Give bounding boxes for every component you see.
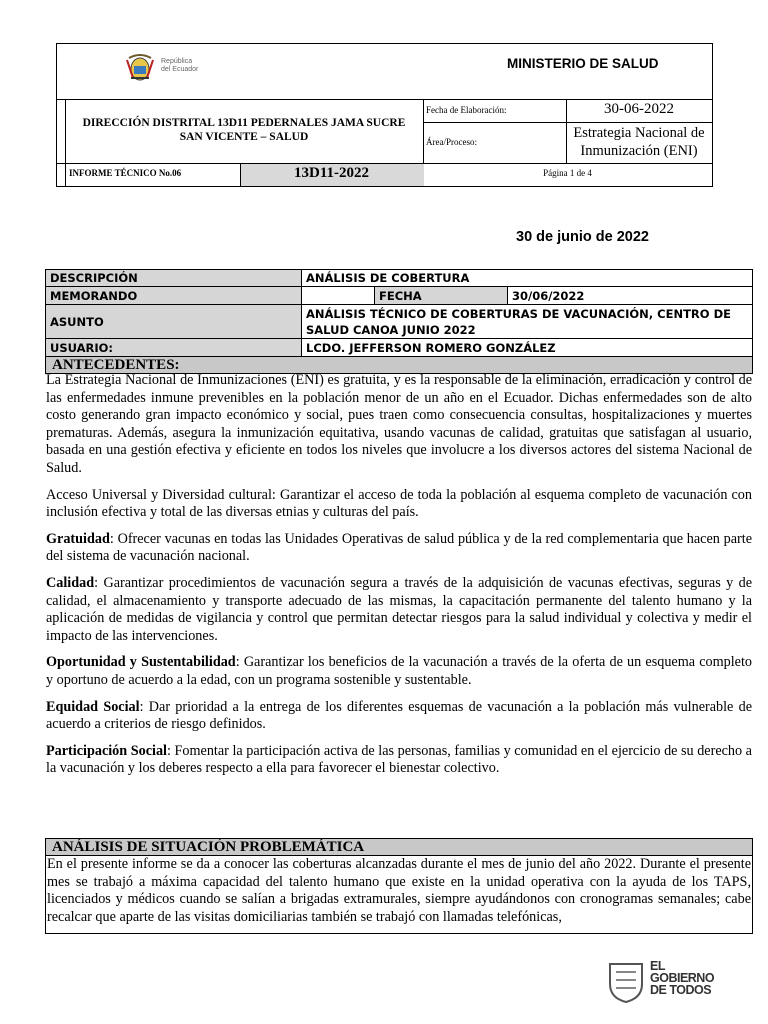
participacion-text: : Fomentar la participación activa de las personas, familias y comunidad en el ejercicio de su derecho a la vacunación y los deberes respecto a ella para favorecer el bienestar colectivo.: [46, 742, 752, 777]
area-proceso-value: Estrategia Nacional de Inmunización (ENI): [573, 125, 705, 159]
calidad-text: : Garantizar procedimientos de vacunación segura a través de la adquisición de vacunas efectivas, seguras y de calidad, el almacenamiento y transporte adecuado de las mismas, la capacitación permanente del talento humano y la aplicación de medidas de vigilancia y control que permitan detectar riesgos para la salud individual y colectiva y medir el impacto de las intervenciones.: [46, 574, 752, 644]
antecedentes-heading: ANTECEDENTES:: [46, 357, 752, 373]
gobierno-de-todos-logo: [606, 958, 736, 1008]
equidad-term: Equidad Social: [46, 698, 140, 715]
gratuidad-term: Gratuidad: [46, 530, 110, 547]
antecedentes-paragraph-2: Acceso Universal y Diversidad cultural: Garantizar el acceso de toda la población al esquema completo de vacunación con inclusión efectiva y total de las diversas etnias y culturas del país.: [46, 486, 752, 521]
antecedentes-section: [45, 372, 753, 787]
calidad-paragraph: [45, 575, 753, 645]
fecha-elaboracion-value: 30-06-2022: [604, 101, 674, 117]
oportunidad-text: : Garantizar los beneficios de la vacunación a través de la oferta de un esquema completo y oportuno de acuerdo a la edad, con un programa sostenible y sustentable.: [46, 654, 753, 688]
document-header: [56, 43, 713, 187]
descripcion-value: ANÁLISIS DE COBERTURA: [306, 271, 470, 285]
oportunidad-paragraph: [45, 654, 753, 689]
asunto-value: ANÁLISIS TÉCNICO DE COBERTURAS DE VACUNACIÓN, CENTRO DE SALUD CANOA JUNIO 2022: [306, 306, 731, 337]
analisis-section: [45, 838, 753, 934]
analisis-paragraph-1: En el presente informe se da a conocer las coberturas alcanzadas durante el mes de junio del año 2022. Durante el presente mes se trabajó a máxima capacidad del talento humano que existe en la unidad operativa con la ayuda de los TAPS, licenciados y médicos cuando se salían a brigadas extramurales, siempre ayudándonos con cronogramas semanales; cabe recalcar que aparte de las visitas domiciliarias también se trabajó con llamadas telefónicas,: [47, 856, 751, 925]
area-proceso-label: Área/Proceso:: [426, 137, 477, 147]
informe-label: INFORME TÉCNICO No.06: [69, 168, 182, 178]
shield-icon: [606, 960, 646, 1004]
fecha-label: FECHA: [375, 287, 508, 304]
gratuidad-paragraph: [45, 531, 753, 566]
info-table: [45, 269, 753, 374]
logo-line2: GOBIERNO: [650, 971, 715, 985]
logo-text-line2: del Ecuador: [161, 66, 199, 73]
asunto-label: ASUNTO: [46, 305, 302, 338]
logo-line1: EL: [650, 959, 665, 973]
gratuidad-text: : Ofrecer vacunas en todas las Unidades Operativas de salud pública y de la red complementaria que hacen parte del sistema de vacunación nacional.: [46, 530, 752, 565]
memorando-value: [302, 287, 375, 304]
analisis-heading: ANÁLISIS DE SITUACIÓN PROBLEMÁTICA: [46, 839, 752, 856]
oportunidad-term: Oportunidad y Sustentabilidad: [46, 654, 236, 671]
usuario-label: USUARIO:: [46, 339, 302, 356]
participacion-term: Participación Social: [46, 742, 167, 759]
ministry-title: MINISTERIO DE SALUD: [507, 56, 659, 71]
coat-of-arms-icon: [123, 52, 157, 86]
usuario-value: LCDO. JEFFERSON ROMERO GONZÁLEZ: [306, 340, 556, 355]
direction-title: DIRECCIÓN DISTRITAL 13D11 PEDERNALES JAMA SUCRE SAN VICENTE – SALUD: [82, 117, 406, 143]
equidad-paragraph: [45, 699, 753, 734]
fecha-value: 30/06/2022: [512, 288, 585, 303]
ecuador-coat-of-arms-logo: [123, 52, 213, 86]
equidad-text: : Dar prioridad a la entrega de los diferentes esquemas de vacunación a la población más vulnerable de acuerdo a criterios de riesgo definidos.: [46, 698, 752, 733]
memorando-label: MEMORANDO: [46, 287, 302, 304]
antecedentes-paragraph-1: La Estrategia Nacional de Inmunizaciones (ENI) es gratuita, y es la responsable de la eliminación, erradicación y control de las enfermedades inmune prevenibles en la población menor de un año en el Ecuador. Dichas enfermedades son de alto costo generando gran impacto económico y social, pues traen como consecuencia consultas, hospitalizaciones y muertes prematuras. Además, asegura la inmunización equitativa, usando vacunas de calidad, gratuitas que satisfagan al usuario, basada en una gestión efectiva y eficiente en todos los niveles que involucre a los diversos actores del sistema Nacional de Salud.: [46, 372, 752, 476]
page-number: Página 1 de 4: [543, 168, 592, 178]
logo-text-line1: República: [161, 58, 193, 65]
descripcion-label: DESCRIPCIÓN: [46, 270, 302, 286]
logo-line3: DE TODOS: [650, 983, 712, 997]
fecha-elaboracion-label: Fecha de Elaboración:: [426, 105, 507, 115]
participacion-paragraph: [45, 743, 753, 778]
calidad-term: Calidad: [46, 574, 95, 591]
informe-code: 13D11-2022: [294, 165, 369, 181]
report-date: 30 de junio de 2022: [516, 229, 649, 245]
